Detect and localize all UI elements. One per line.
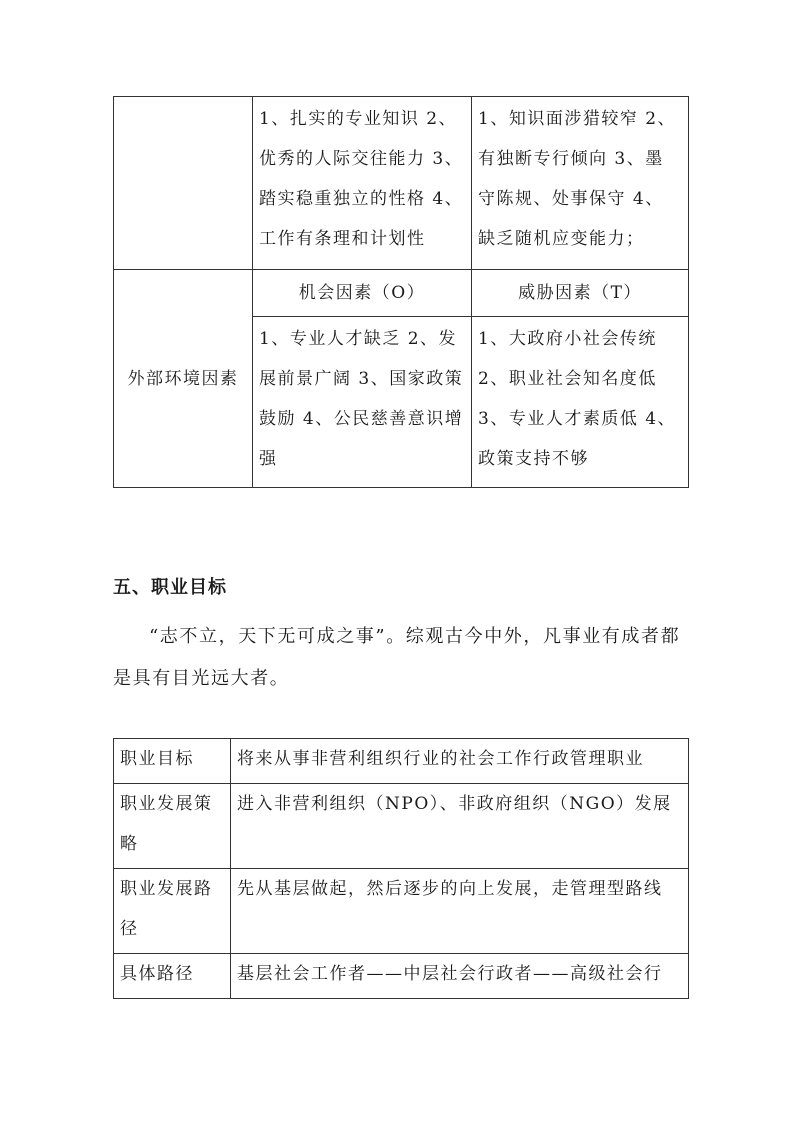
row-label: 职业目标 xyxy=(114,739,231,784)
empty-label-cell xyxy=(114,97,253,270)
weaknesses-cell xyxy=(472,97,689,270)
opportunities-cell xyxy=(253,317,472,488)
threat-header: 威胁因素（T） xyxy=(472,270,689,317)
strengths-text: 1、扎实的专业知识 2、优秀的人际交往能力 3、踏实稳重独立的性格 4、工作有条理和计划性 xyxy=(259,109,464,249)
threats-text: 1、大政府小社会传统 2、职业社会知名度低 3、专业人才素质低 4、政策支持不够 xyxy=(478,329,677,469)
weaknesses-text: 1、知识面涉猎较窄 2、有独断专行倾向 3、墨守陈规、处事保守 4、缺乏随机应变能力； xyxy=(478,109,677,249)
strengths-cell xyxy=(253,97,472,270)
table-row xyxy=(114,739,689,784)
opportunities-text: 1、专业人才缺乏 2、发展前景广阔 3、国家政策鼓励 4、公民慈善意识增强 xyxy=(259,329,464,469)
table-row xyxy=(114,784,689,869)
table-row xyxy=(114,954,689,999)
row-label: 职业发展策略 xyxy=(114,784,231,869)
opportunity-header: 机会因素（O） xyxy=(253,270,472,317)
section-title: 五、职业目标 xyxy=(113,577,227,598)
section-paragraph: “志不立，天下无可成之事”。综观古今中外，凡事业有成者都是具有目光远大者。 xyxy=(113,626,681,689)
row-value: 进入非营利组织（NPO）、非政府组织（NGO）发展 xyxy=(231,784,689,869)
threats-cell xyxy=(472,317,689,488)
career-goal-table xyxy=(113,738,689,999)
row-value: 先从基层做起，然后逐步的向上发展，走管理型路线 xyxy=(231,869,689,954)
external-factors-label: 外部环境因素 xyxy=(114,270,253,488)
swot-table xyxy=(113,96,689,488)
row-label: 具体路径 xyxy=(114,954,231,999)
row-value: 基层社会工作者——中层社会行政者——高级社会行 xyxy=(231,954,689,999)
internal-factors-row xyxy=(114,97,689,270)
table-row xyxy=(114,869,689,954)
external-header-row xyxy=(114,270,689,317)
row-value: 将来从事非营利组织行业的社会工作行政管理职业 xyxy=(231,739,689,784)
row-label: 职业发展路径 xyxy=(114,869,231,954)
